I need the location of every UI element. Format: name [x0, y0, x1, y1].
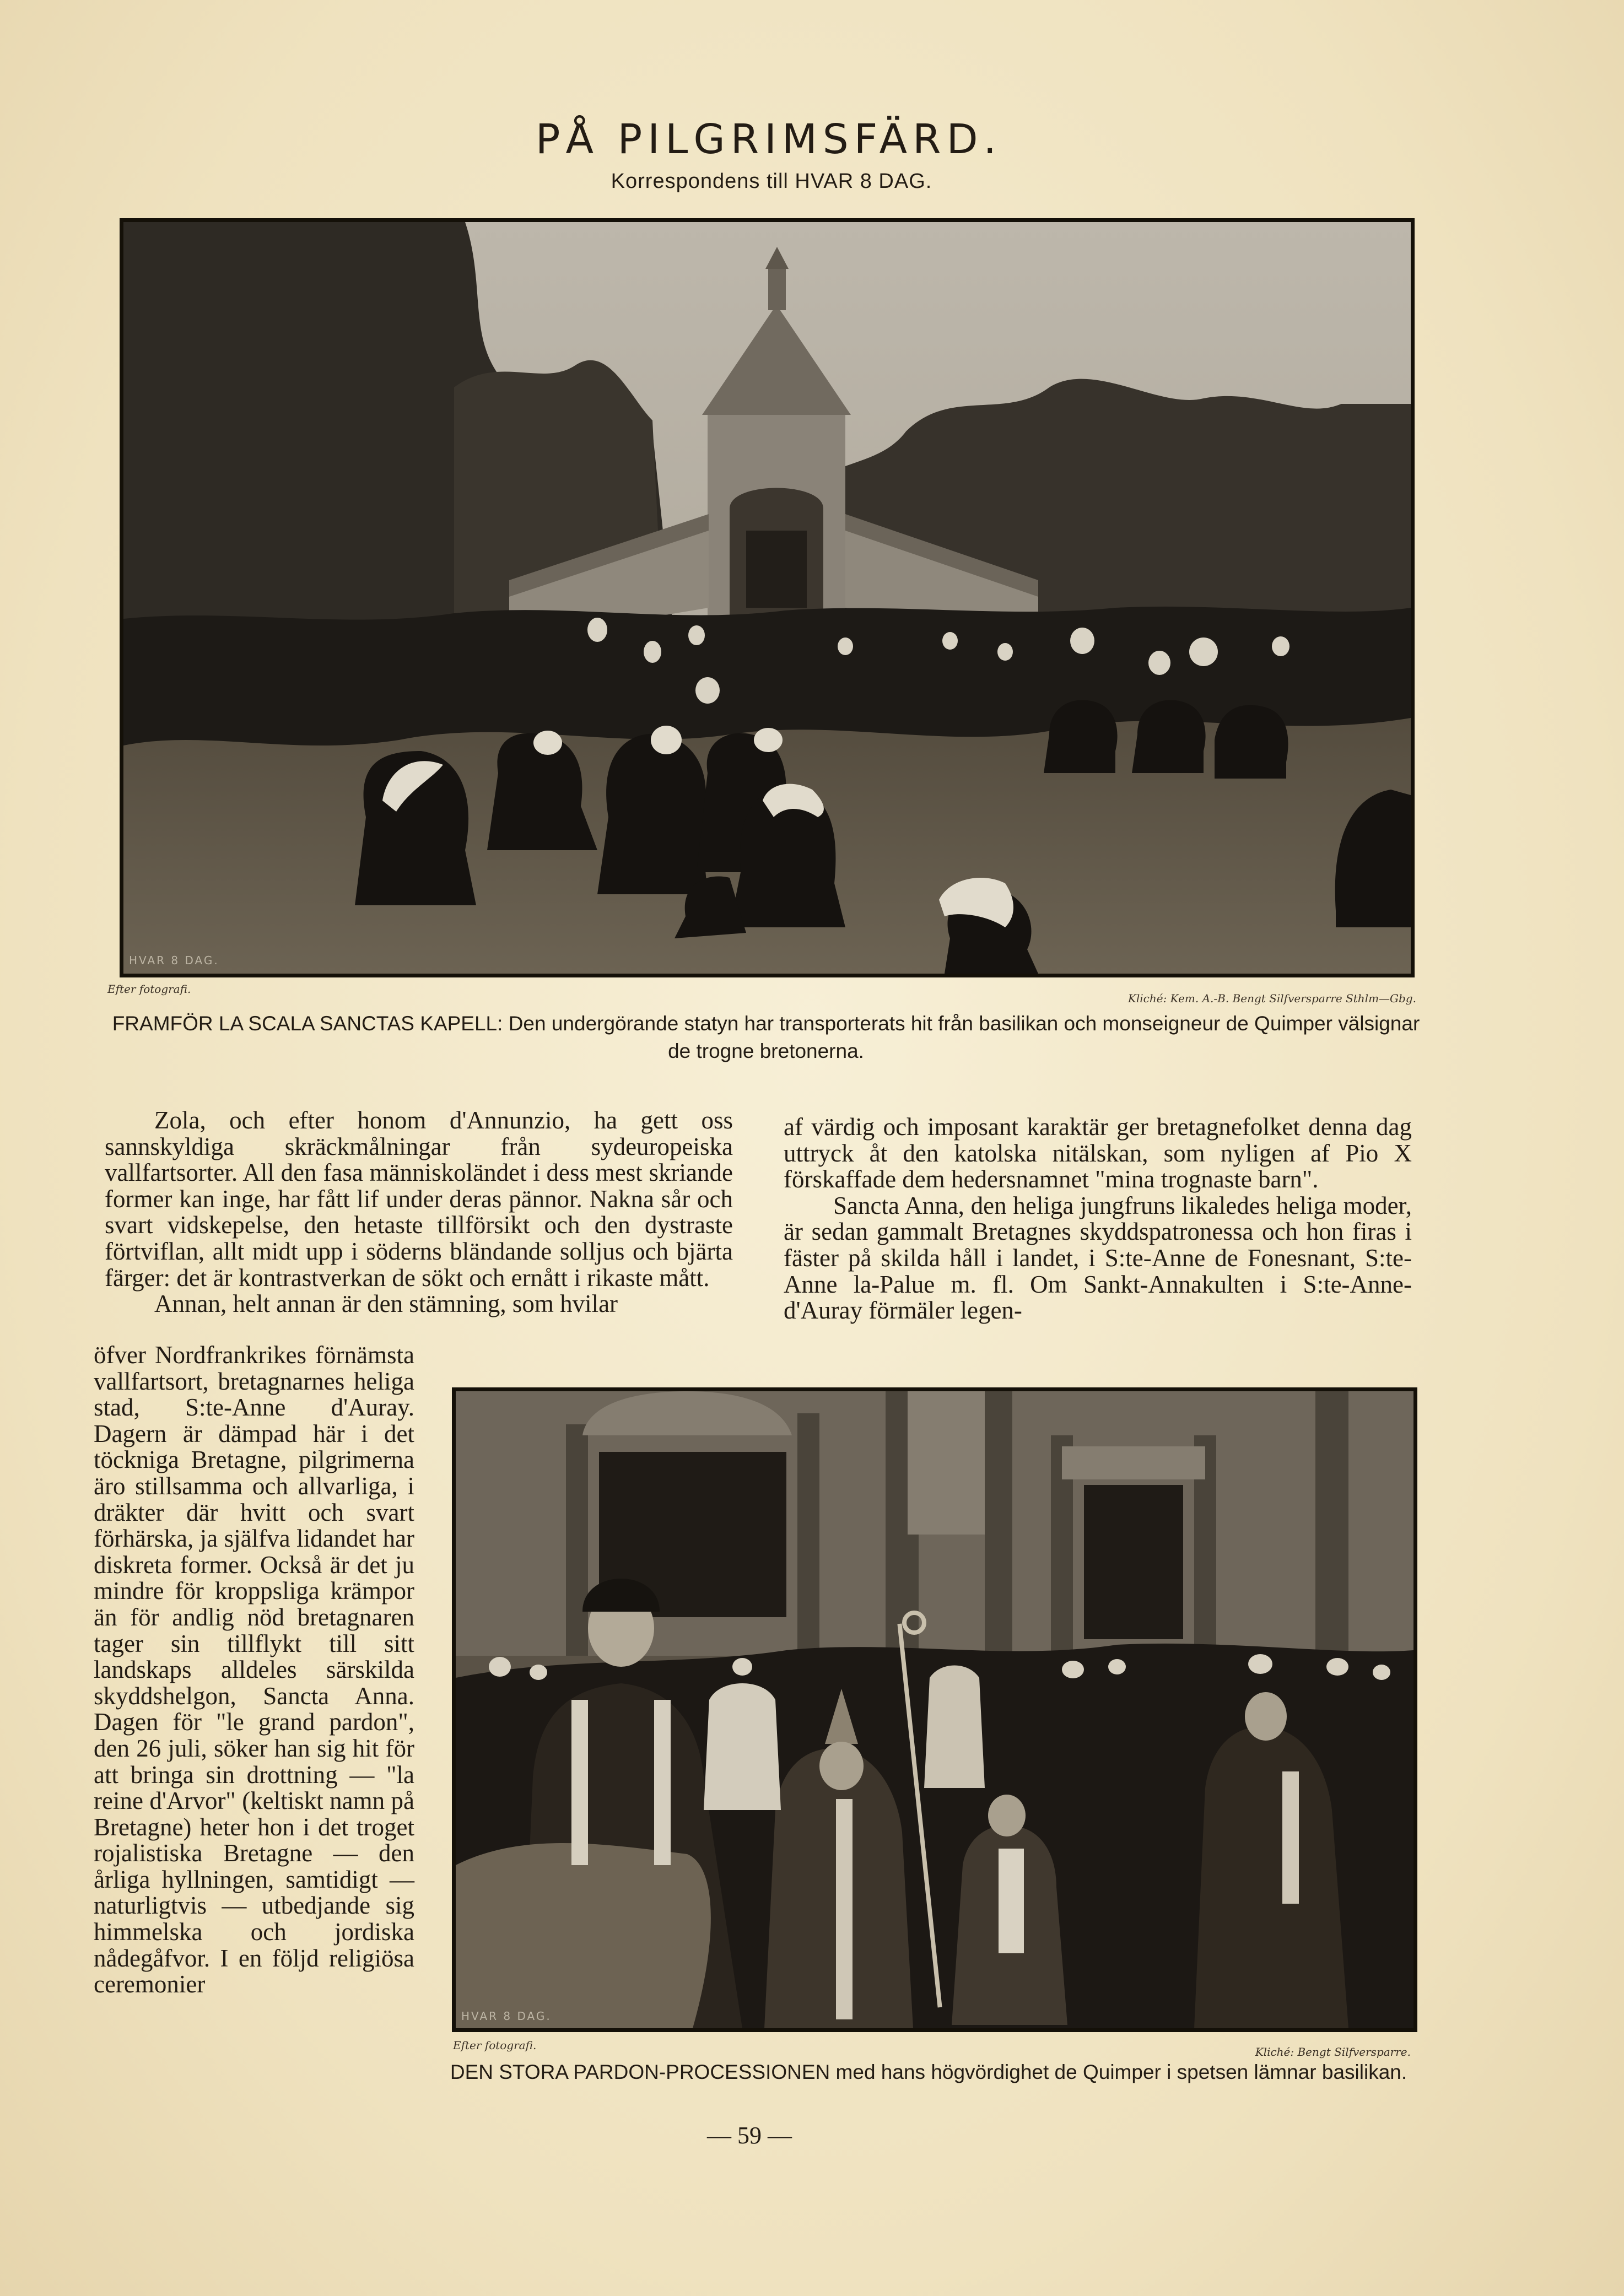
- photo-chapel: [120, 218, 1415, 977]
- photo-procession: [452, 1387, 1417, 2032]
- procession-photo-icon: [456, 1391, 1413, 2028]
- paragraph: af värdig och imposant karaktär ger bretagnefolket denna dag uttryck åt den katolska nitälskan, som nyligen af Pio X förskaffade dem hedersnamnet "mina trognaste barn".: [784, 1113, 1412, 1193]
- photo-caption: [105, 1010, 1427, 1065]
- photo-credit-left: Efter fotografi.: [453, 2039, 537, 2052]
- paragraph: Zola, och efter honom d'Annunzio, ha gett oss sannskyldiga skräckmålningar från sydeuropeiska vallfartsorter. All den fasa människoländet i dess mest skriande former kan inge, har fått lif under deras pännor. Nakna sår och svart vidskepelse, den hetaste tillförsikt och den dystraste förtviflan, allt midt upp i söderns bländande solljus och bjärta färger: det är kontrastverkan de sökt och ernått i rikaste mått.: [105, 1106, 733, 1292]
- photo-stamp: HVAR 8 DAG.: [461, 2009, 552, 2023]
- article-column-right: [784, 1114, 1412, 1324]
- page-title: PÅ PILGRIMSFÄRD.: [535, 116, 1002, 163]
- photo-credit-left: Efter fotografi.: [107, 982, 191, 996]
- caption-text: Den undergörande statyn har transporterats hit från basilikan och monseigneur de Quimper välsignar de trogne bretonerna.: [508, 1012, 1420, 1062]
- photo-stamp: HVAR 8 DAG.: [129, 954, 219, 967]
- paragraph: Annan, helt annan är den stämning, som hvilar: [154, 1290, 618, 1318]
- photo-caption: DEN STORA PARDON-PROCESSIONEN med hans högvördighet de Quimper i spetsen lämnar basilikan.: [450, 2061, 1407, 2083]
- photo-credit-right: Kliché: Bengt Silfversparre.: [1255, 2045, 1411, 2059]
- page-subtitle: Korrespondens till HVAR 8 DAG.: [611, 170, 932, 193]
- article-column-left: [105, 1108, 733, 1317]
- photo-credit-right: Kliché: Kem. A.-B. Bengt Silfversparre Sthlm—Gbg.: [1127, 992, 1416, 1005]
- caption-lead: FRAMFÖR LA SCALA SANCTAS KAPELL:: [112, 1012, 503, 1035]
- page-number: — 59 —: [707, 2122, 792, 2149]
- paragraph: Sancta Anna, den heliga jungfruns likaledes heliga moder, är sedan gammalt Bretagnes skyddspatronessa och hon firas i fäster på skilda håll i landet, i S:te-Anne de Fonesnant, S:te-Anne la-Palue m. fl. Om Sankt-Annakulten i S:te-Anne-d'Auray förmäler legen-: [784, 1191, 1412, 1325]
- article-column-left-narrow: [94, 1342, 414, 1998]
- chapel-crowd-photo-icon: [123, 222, 1411, 974]
- paragraph: öfver Nordfrankrikes förnämsta vallfartsort, bretagnarnes heliga stad, S:te-Anne d'Auray. Dagern är dämpad här i det töckniga Bretagne, pilgrimerna äro stillsamma och allvarliga, i dräkter där hvitt och svart förhärska, ja själfva lidandet har diskreta former. Också är det ju mindre för kroppsliga krämpor än för andlig nöd bretagnaren tager sin tillflykt till sitt landskaps alldeles särskilda skyddshelgon, Sancta Anna. Dagen för "le grand pardon", den 26 juli, söker han sig hit för att bringa sin drottning — "la reine d'Arvor" (keltiskt namn på Bretagne) heter hon i det troget rojalistiska Bretagne — den årliga hyllningen, samtidigt — naturligtvis — utbedjande sig himmelska och jordiska nådegåfvor. I en följd religiösa ceremonier: [94, 1341, 414, 1998]
